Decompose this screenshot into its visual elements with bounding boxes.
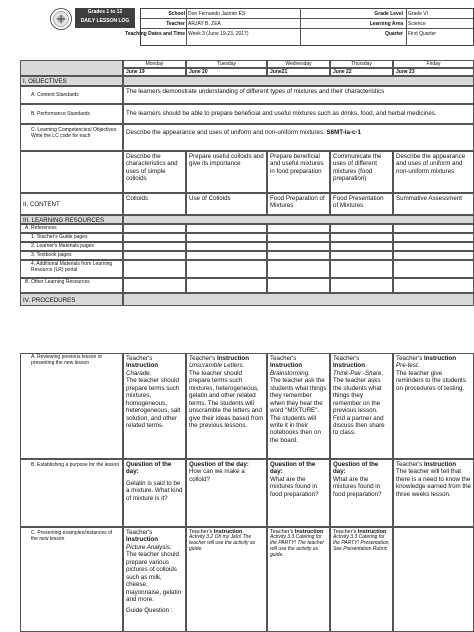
a-mon-title: Charade. <box>126 369 152 377</box>
objective-day-1: Prepare useful colloids and give its importance <box>186 151 267 193</box>
row-b-wednesday <box>267 459 330 527</box>
content-day-2: Food Preparation of Mixtures <box>267 193 330 215</box>
a-fri-body: The teacher give reminders to the students on procedures of testing. <box>396 369 466 392</box>
competencies-text <box>123 124 474 151</box>
resource-cell <box>393 278 474 293</box>
resource-cell <box>330 251 393 260</box>
b-thu-text: What are the mixtures found in food preparation? <box>333 475 382 498</box>
a-wed-body: The teacher ask the students what things they remember when they hear the word "MIXTURE". The students will write it in their notebooks then on the board. <box>270 377 327 444</box>
deped-seal-logo <box>50 8 72 30</box>
resource-label-lm: 2. Learner's Materials pages <box>20 242 123 251</box>
content-standards-text <box>123 86 474 104</box>
c-mon-title: Picture Analysis. <box>126 543 172 551</box>
objective-day-0: Describe the characteristics and uses of simple colloids <box>123 151 186 193</box>
row-c-monday <box>123 527 186 632</box>
row-c-wednesday <box>267 527 330 632</box>
ti-heading: Teacher's Instruction <box>333 529 387 535</box>
ti-heading: Teacher's Instruction <box>270 355 302 370</box>
performance-standards-text <box>123 104 474 124</box>
a-thu-body: The teacher asks the students what things they remember on the previous lesson. Find a partner and discuss then share to class. <box>333 377 385 437</box>
area-label: Learning Area <box>369 21 403 27</box>
resource-cell <box>267 224 330 233</box>
day-name-0: Monday <box>123 60 186 68</box>
resource-label-tg: 1. Teacher's Guide pages <box>20 233 123 242</box>
resource-cell <box>123 233 186 242</box>
b-fri-ti: Teacher's Instruction <box>396 461 456 468</box>
dates-label: Teaching Dates and Time <box>125 31 185 37</box>
competencies-label-text: C. Learning Competencies/ Objectives Write the LC code for each <box>31 127 117 139</box>
resource-cell <box>393 260 474 278</box>
a-tue-title: Unscramble Letters. <box>189 362 245 370</box>
ti-heading: Teacher's Instruction <box>396 355 456 362</box>
resource-cell <box>186 224 267 233</box>
row-c-thursday <box>330 527 393 632</box>
performance-standards-value: The learners should be able to prepare beneficial and useful mixtures such as drinks, food, and herbal medicines. <box>126 110 437 117</box>
row-c-friday <box>393 527 474 632</box>
header-divider <box>406 8 407 46</box>
content-standards-value: The learners demonstrate understanding of different types of mixtures and their characteristics <box>126 88 385 95</box>
b-mon-text: Gelatin is said to be a mixture. What kind of mixture is it? <box>126 479 183 502</box>
a-thu-title: Think-Pair -Share. <box>333 369 384 377</box>
row-c-label-text: C. Presenting examples/instances of the new lesson <box>31 530 113 542</box>
content-heading <box>20 193 123 215</box>
day-date-2: June21 <box>267 68 330 76</box>
content-heading-text: II. CONTENT <box>23 201 60 208</box>
resource-cell <box>186 233 267 242</box>
row-c-label <box>20 527 123 632</box>
c-tue-text: Activity 3.2 Oh my Jelo! The teacher will use the activity as guide. <box>189 534 256 552</box>
objectives-heading-fill <box>123 76 474 86</box>
performance-standards-label-text: B. Performance Standards <box>31 111 90 117</box>
resources-heading <box>20 215 123 224</box>
resource-cell <box>186 242 267 251</box>
day-date-3: June 22 <box>330 68 393 76</box>
day-name-4: Friday <box>393 60 474 68</box>
resource-cell <box>330 260 393 278</box>
c-mon-body: The teacher should prepare various pictures of colloids such as milk, cheese, mayonnaise, gelatin and more. <box>126 551 182 603</box>
resource-cell <box>267 233 330 242</box>
header-divider <box>186 8 187 46</box>
resources-heading-fill <box>123 215 474 224</box>
resource-cell <box>123 260 186 278</box>
ti-heading: Teacher's Instruction <box>333 355 365 370</box>
school-label: School <box>168 11 185 17</box>
qod-heading: Question of the day: <box>126 461 172 476</box>
procedures-heading-fill <box>123 293 474 306</box>
resource-label-other: B. Other Learning Resources <box>20 278 123 293</box>
ti-heading: Teacher's Instruction <box>270 529 324 535</box>
procedures-heading <box>20 293 123 306</box>
teacher-value: ARJAY B. ZEA <box>188 21 221 27</box>
qod-heading: Question of the day: <box>270 461 316 476</box>
day-date-0: June 19 <box>123 68 186 76</box>
grade-value: Grade VI <box>408 11 429 17</box>
qod-heading: Question of the day: <box>333 461 379 476</box>
header-divider <box>140 18 474 19</box>
resource-cell <box>267 251 330 260</box>
day-name-3: Thursday <box>330 60 393 68</box>
resource-cell <box>123 224 186 233</box>
dates-value: Week 3 (June 19-23, 2017) <box>188 31 249 37</box>
qod-heading: Question of the day: <box>189 461 249 468</box>
objective-day-4: Describe the appearance and uses of uniform and non-uniform mixtures <box>393 151 474 193</box>
area-value: Science <box>408 21 426 27</box>
row-a-friday <box>393 353 474 459</box>
resource-cell <box>330 242 393 251</box>
resource-cell <box>123 251 186 260</box>
a-tue-body: The teacher should prepare terms such mixtures, heterogeneous, gelatin and other related terms. The students will unscramble the letters and give their ideas based from the previous lessons. <box>189 369 264 429</box>
resource-label-references: A. References <box>20 224 123 233</box>
day-name-1: Tuesday <box>186 60 267 68</box>
row-a-thursday <box>330 353 393 459</box>
objective-day-3: Communicate the uses of different mixtures (food preparation) <box>330 151 393 193</box>
resource-cell <box>186 251 267 260</box>
row-b-label-text: B. Establishing a purpose for the lesson <box>31 462 120 468</box>
resource-cell <box>393 233 474 242</box>
row-a-monday <box>123 353 186 459</box>
day-date-1: June 20 <box>186 68 267 76</box>
row-a-label-text: A. Reviewing previous lesson or presenting the new lesson <box>31 354 103 366</box>
resource-cell <box>267 242 330 251</box>
resource-cell <box>330 233 393 242</box>
resource-cell <box>267 260 330 278</box>
ti-heading: Teacher's Instruction <box>189 355 249 362</box>
quarter-value: First Quarter <box>408 31 437 37</box>
procedures-heading-text: IV. PROCEDURES <box>23 297 76 304</box>
ti-heading: Teacher's Instruction <box>126 529 158 544</box>
resource-cell <box>393 224 474 233</box>
title-line1: Grades 1 to 12 <box>87 9 123 15</box>
b-fri-text: The teacher will tell that there is a need to know the knowledge earned from the three weeks lesson. <box>396 468 471 498</box>
quarter-label: Quarter <box>384 31 403 37</box>
c-mon-guide: Guide Question : <box>126 607 173 615</box>
c-wed-text: Activity 3.3 Catering for the PARTY! The teacher will use the activity as guide. <box>270 534 325 558</box>
content-day-1: Use of Colloids <box>186 193 267 215</box>
competencies-code: S6MT-Ia-c-1 <box>326 129 361 136</box>
school-value: Don Fernando Jacinto ES <box>188 11 246 17</box>
row-a-tuesday <box>186 353 267 459</box>
a-wed-title: Brainstorming. <box>270 369 310 377</box>
resource-cell <box>393 251 474 260</box>
resource-cell <box>267 278 330 293</box>
content-day-4: Summative Assessment <box>393 193 474 215</box>
row-b-label <box>20 459 123 527</box>
resource-cell <box>123 242 186 251</box>
content-day-3: Food Presentation of Mixtures <box>330 193 393 215</box>
objectives-heading <box>20 76 123 86</box>
row-b-thursday <box>330 459 393 527</box>
day-date-4: June 23 <box>393 68 474 76</box>
performance-standards-label <box>20 104 123 124</box>
resource-cell <box>393 242 474 251</box>
ti-heading: Teacher's Instruction <box>189 529 243 535</box>
row-b-friday <box>393 459 474 527</box>
objectives-heading-text: I. OBJECTIVES <box>23 78 67 85</box>
b-wed-text: What are the mixtures found in food preparation? <box>270 475 319 498</box>
content-standards-label-text: A. Content Standards <box>31 92 79 98</box>
c-thu-text: Activity 3.3 Catering for the PARTY! Presentation, See Presentation Rubric <box>333 534 390 552</box>
resource-label-addl: 4. Additional Materials from Learning Resource (LR) portal <box>20 260 123 278</box>
content-standards-label <box>20 86 123 104</box>
resource-cell <box>186 260 267 278</box>
resources-heading-text: III. LEARNING RESOURCES <box>23 217 105 224</box>
grade-label: Grade Level <box>374 11 403 17</box>
competencies-value: Describe the appearance and uses of uniform and non-uniform mixtures. <box>126 129 325 136</box>
title-line2: DAILY LESSON LOG <box>80 18 130 24</box>
b-tue-text: How can we make a colloid? <box>189 468 245 483</box>
resource-cell <box>330 224 393 233</box>
row-a-wednesday <box>267 353 330 459</box>
resource-cell <box>330 278 393 293</box>
day-header-blank <box>20 60 123 76</box>
header-divider <box>300 8 301 46</box>
row-a-label <box>20 353 123 459</box>
resource-cell <box>123 278 186 293</box>
a-fri-title: Pre-test. <box>396 362 420 370</box>
ti-heading: Teacher's Instruction <box>126 355 158 370</box>
row-b-tuesday <box>186 459 267 527</box>
row-c-tuesday <box>186 527 267 632</box>
content-day-0: Colloids <box>123 193 186 215</box>
a-mon-body: The teacher should prepare terms such mixtures, homogeneous, heterogeneous, salt solution, and other related terms. <box>126 377 181 429</box>
teacher-label: Teacher <box>166 21 185 27</box>
resource-label-tb: 3. Textbook pages <box>20 251 123 260</box>
row-b-monday <box>123 459 186 527</box>
objectives-label-blank <box>20 151 123 193</box>
day-name-2: Wednesday <box>267 60 330 68</box>
objective-day-2: Prepare beneficial and useful mixtures in food preparation <box>267 151 330 193</box>
header-divider <box>140 28 474 29</box>
competencies-label <box>20 124 123 151</box>
resource-cell <box>186 278 267 293</box>
